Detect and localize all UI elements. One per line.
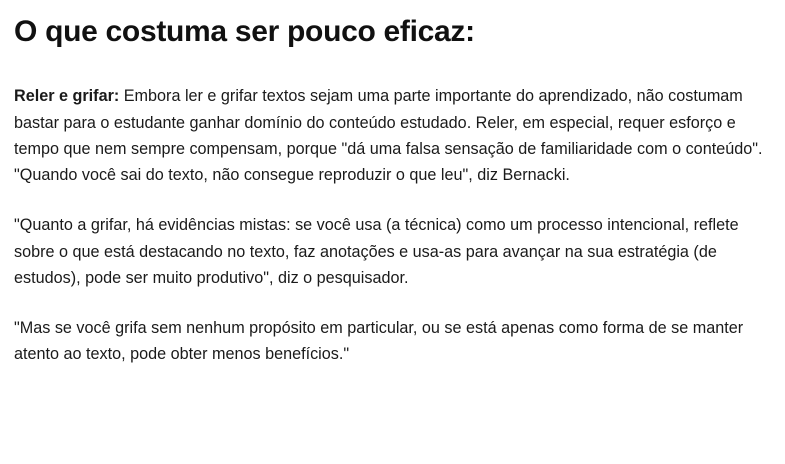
paragraph-quanto-a-grifar	[14, 212, 769, 291]
paragraph-body-text: "Mas se você grifa sem nenhum propósito em particular, ou se está apenas como forma de se manter atento ao texto, pode obter menos benefícios."	[14, 319, 744, 364]
paragraph-body-text: Embora ler e grifar textos sejam uma parte importante do aprendizado, não costumam bastar para o estudante ganhar domínio do conteúdo estudado. Reler, em especial, requer esforço e tempo que nem sempre compensam, porque "dá uma falsa sensação de familiaridade com o conteúdo". "Quando você sai do texto, não consegue reproduzir o que leu", diz Bernacki.	[14, 87, 763, 185]
page-title: O que costuma ser pouco eficaz:	[14, 15, 475, 48]
paragraph-reler-e-grifar	[14, 83, 769, 188]
paragraph-sem-proposito	[14, 315, 769, 367]
paragraph-lead-label: Reler e grifar:	[14, 87, 120, 106]
paragraph-body-text: "Quanto a grifar, há evidências mistas: se você usa (a técnica) como um processo intencional, reflete sobre o que está destacando no texto, faz anotações e usa-as para avançar na sua estratégia (de estudos), pode ser muito produtivo", diz o pesquisador.	[14, 216, 739, 287]
